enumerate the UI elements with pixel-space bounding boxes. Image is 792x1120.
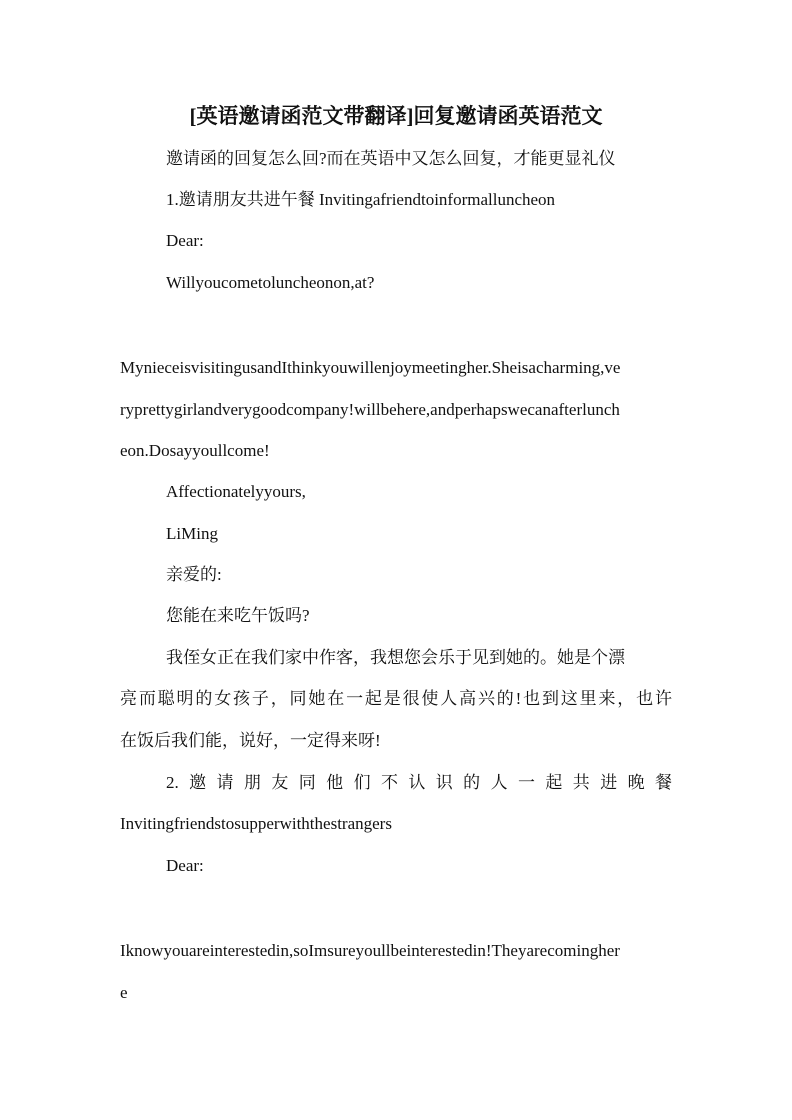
letter-1-closing: Affectionatelyyours, — [166, 482, 306, 501]
letter-1-salutation: Dear: — [166, 231, 204, 250]
section-1-heading: 1.邀请朋友共进午餐 Invitingafriendtoinformalluncheon — [166, 190, 556, 209]
letter-2-body-line-2: e — [120, 983, 128, 1002]
translation-body-line-2: 亮而聪明的女孩子，同她在一起是很使人高兴的!也到这里来，也许 — [120, 689, 672, 708]
translation-opening-line: 您能在来吃午饭吗? — [166, 606, 310, 625]
letter-1-body-line-1: MynieceisvisitingusandIthinkyouwillenjoymeetingher.Sheisacharming,ve — [120, 358, 621, 377]
translation-body-line-3: 在饭后我们能，说好，一定得来呀! — [120, 731, 381, 750]
letter-2-body-line-1: Iknowyouareinterestedin,soImsureyoullbeinterestedin!Theyarecomingher — [120, 941, 620, 960]
letter-1-body-line-3: eon.Dosayyoullcome! — [120, 441, 270, 460]
document-title: [英语邀请函范文带翻译]回复邀请函英语范文 — [189, 104, 603, 128]
letter-1-opening-line: Willyoucometoluncheonon,at? — [166, 273, 375, 292]
section-2-heading-english: Invitingfriendstosupperwiththestrangers — [120, 814, 392, 833]
translation-body-line-1: 我侄女正在我们家中作客，我想您会乐于见到她的。她是个漂 — [166, 648, 625, 667]
section-2-heading: 2.邀请朋友同他们不认识的人一起共进晚餐 — [166, 773, 672, 792]
letter-1-signature: LiMing — [166, 524, 218, 543]
intro-paragraph: 邀请函的回复怎么回?而在英语中又怎么回复，才能更显礼仪 — [166, 149, 616, 168]
translation-salutation: 亲爱的: — [166, 565, 222, 584]
letter-2-salutation: Dear: — [166, 856, 204, 875]
letter-1-body-line-2: ryprettygirlandverygoodcompany!willbehere,andperhapswecanafterlunch — [120, 400, 620, 419]
